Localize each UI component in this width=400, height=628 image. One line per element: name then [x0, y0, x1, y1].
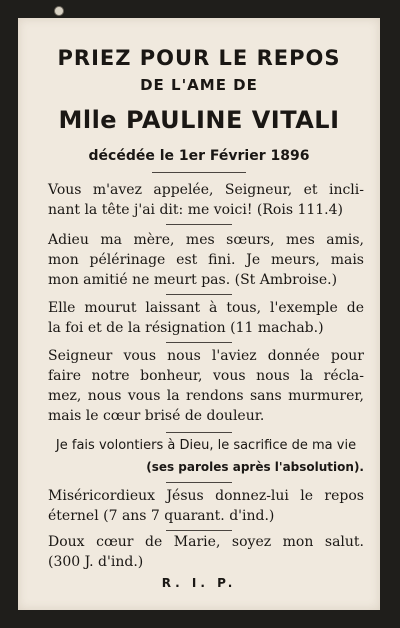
verse-paragraph-4	[48, 346, 364, 426]
verse-line: faire notre bonheur, vous nous la récla-	[48, 368, 364, 384]
divider	[166, 432, 232, 433]
title-line-1: PRIEZ POUR LE REPOS	[57, 46, 341, 70]
prayer-paragraph-2	[48, 532, 364, 572]
last-words-quote: Je fais volontiers à Dieu, le sacrifice de ma vie	[55, 438, 357, 453]
title-line-2: DE L'AME DE	[140, 76, 258, 94]
verse-line: mon amitié ne meurt pas. (St Ambroise.)	[48, 272, 338, 288]
verse-line: mais le cœur brisé de douleur.	[48, 408, 265, 424]
divider	[166, 482, 232, 483]
verse-paragraph-2	[48, 230, 364, 290]
verse-line: mez, nous vous la rendons sans murmurer,	[48, 388, 364, 404]
prayer-line: (300 J. d'ind.)	[48, 554, 144, 570]
divider	[166, 342, 232, 343]
top-divider	[152, 172, 246, 173]
prayer-paragraph-1	[48, 486, 364, 526]
card-paper	[18, 18, 380, 610]
deceased-name: Mlle PAULINE VITALI	[58, 106, 340, 134]
death-date: décédée le 1er Février 1896	[88, 148, 310, 164]
prayer-line: Doux cœur de Marie, soyez mon salut.	[48, 534, 364, 550]
verse-line: nant la tête j'ai dit: me voici! (Rois 111.4)	[48, 202, 344, 218]
pin-hole	[54, 6, 64, 16]
verse-line: Seigneur vous nous l'aviez donnée pour	[48, 348, 364, 364]
verse-paragraph-3	[48, 298, 364, 338]
verse-line: mon pélérinage est fini. Je meurs, mais	[48, 252, 364, 268]
quote-attribution: (ses paroles après l'absolution).	[146, 460, 364, 474]
verse-line: Vous m'avez appelée, Seigneur, et incli-	[48, 182, 364, 198]
divider	[166, 530, 232, 531]
verse-line: Elle mourut laissant à tous, l'exemple de	[48, 300, 364, 316]
verse-paragraph-1	[48, 180, 364, 220]
prayer-line: Miséricordieux Jésus donnez-lui le repos	[48, 488, 364, 504]
divider	[166, 294, 232, 295]
prayer-line: éternel (7 ans 7 quarant. d'ind.)	[48, 508, 275, 524]
rip-footer: R. I. P.	[161, 576, 237, 590]
verse-line: la foi et de la résignation (11 machab.)	[48, 320, 324, 336]
divider	[166, 224, 232, 225]
verse-line: Adieu ma mère, mes sœurs, mes amis,	[48, 232, 364, 248]
